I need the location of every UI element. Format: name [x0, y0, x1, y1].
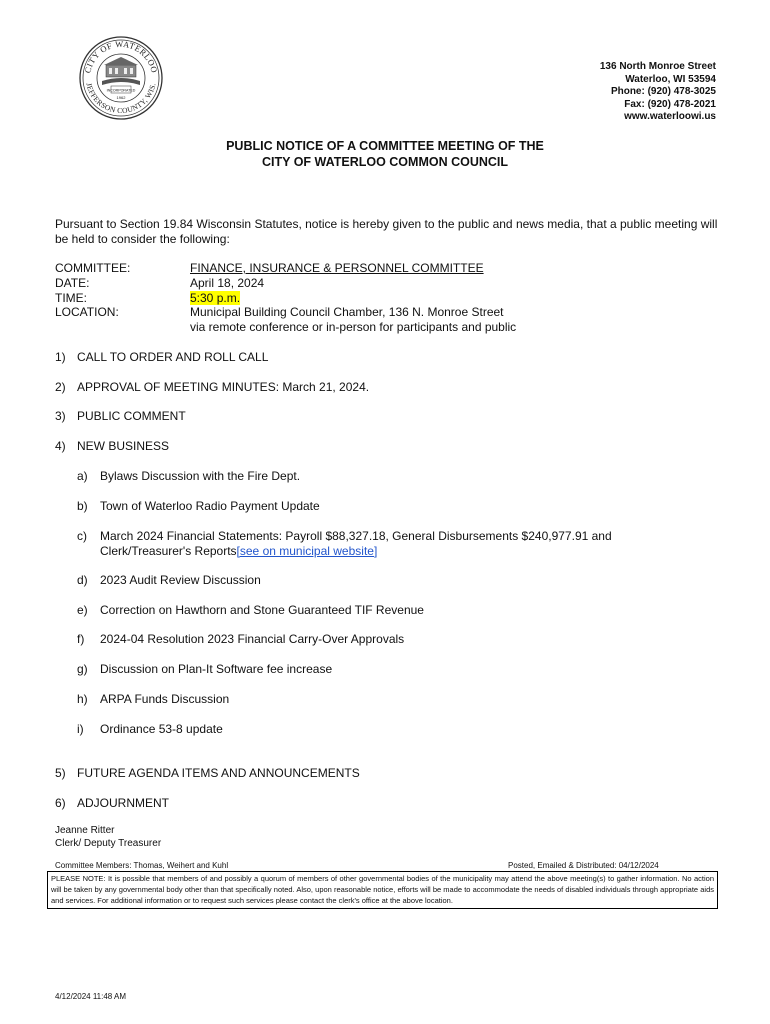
svg-text:JEFFERSON COUNTY, WIS.: JEFFERSON COUNTY, WIS. — [84, 82, 158, 116]
date-row — [55, 276, 516, 291]
address-phone: Phone: (920) 478-3025 — [610, 86, 716, 97]
posted-date: Posted, Emailed & Distributed: 04/12/2024 — [508, 861, 659, 870]
municipal-website-link[interactable]: [see on municipal website] — [236, 544, 378, 558]
agenda-sub-item: c) March 2024 Financial Statements: Payroll $88,327.18, General Disbursements $240,977.91 and Clerk/Treasurer's Reports[see on municipal website] — [77, 529, 612, 558]
address-website: www.waterloowi.us — [624, 111, 716, 122]
location-row — [55, 305, 516, 335]
title-line-1: PUBLIC NOTICE OF A COMMITTEE MEETING OF THE — [226, 139, 544, 153]
print-timestamp: 4/12/2024 11:48 AM — [55, 992, 127, 1001]
meeting-details — [55, 261, 516, 335]
committee-row — [55, 261, 516, 276]
agenda-sub-item: e) Correction on Hawthorn and Stone Guaranteed TIF Revenue — [77, 603, 424, 617]
time-label: TIME: — [55, 290, 87, 305]
agenda-sub-item: d) 2023 Audit Review Discussion — [77, 573, 261, 587]
signer-role: Clerk/ Deputy Treasurer — [55, 837, 162, 849]
svg-text:INCORPORATED: INCORPORATED — [106, 88, 136, 93]
date-label: DATE: — [55, 275, 90, 290]
time-value: 5:30 p.m. — [190, 290, 241, 305]
agenda-item: 5) FUTURE AGENDA ITEMS AND ANNOUNCEMENTS — [55, 766, 360, 780]
letterhead-address — [600, 61, 716, 124]
agenda-item: 4) NEW BUSINESS — [55, 439, 170, 453]
address-city: Waterloo, WI 53594 — [625, 73, 716, 85]
agenda-sub-item: h) ARPA Funds Discussion — [77, 692, 230, 706]
address-fax: Fax: (920) 478-2021 — [624, 98, 716, 110]
time-row — [55, 291, 516, 306]
location-label: LOCATION: — [55, 305, 119, 320]
agenda-sub-item: b) Town of Waterloo Radio Payment Update — [77, 499, 320, 513]
svg-text:CITY OF WATERLOO: CITY OF WATERLOO — [82, 38, 160, 75]
location-line-1: Municipal Building Council Chamber, 136 N. Monroe Street — [190, 305, 504, 320]
svg-text:1962: 1962 — [116, 95, 126, 100]
intro-paragraph: Pursuant to Section 19.84 Wisconsin Statutes, notice is hereby given to the public and news media, that a public meeting will be held to consider the following: — [55, 217, 718, 246]
committee-label: COMMITTEE: — [55, 261, 131, 275]
agenda-item: 1) CALL TO ORDER AND ROLL CALL — [55, 350, 269, 364]
signature-block — [55, 825, 161, 850]
notice-title — [0, 138, 770, 170]
agenda-item: 6) ADJOURNMENT — [55, 796, 169, 810]
date-value: April 18, 2024 — [190, 275, 265, 290]
committee-members: Committee Members: Thomas, Weihert and Kuhl — [55, 861, 229, 870]
accessibility-note: PLEASE NOTE: It is possible that members of and possibly a quorum of members of other governmental bodies of the municipality may attend the above meeting(s) to gather information. No action will be taken by any governmental body other than that specifically noted. Also, upon reasonable notice, efforts will be made to accommodate the needs of disabled individuals through appropriate aids and services. For additional information or to request such services please contact the clerk's office at the above location. — [47, 871, 718, 909]
signer-name: Jeanne Ritter — [55, 825, 115, 836]
address-street: 136 North Monroe Street — [599, 61, 716, 72]
agenda-item: 3) PUBLIC COMMENT — [55, 409, 186, 423]
agenda-sub-item: g) Discussion on Plan-It Software fee increase — [77, 662, 333, 676]
location-value — [190, 305, 516, 335]
committee-value: FINANCE, INSURANCE & PERSONNEL COMMITTEE — [190, 261, 484, 275]
city-seal-logo — [78, 35, 164, 121]
location-line-2: via remote conference or in-person for participants and public — [190, 320, 517, 335]
agenda-sub-item: a) Bylaws Discussion with the Fire Dept. — [77, 469, 301, 483]
agenda-sub-item: f) 2024-04 Resolution 2023 Financial Carry-Over Approvals — [77, 632, 405, 646]
title-line-2: CITY OF WATERLOO COMMON COUNCIL — [261, 155, 509, 169]
agenda-item: 2) APPROVAL OF MEETING MINUTES: March 21, 2024. — [55, 380, 370, 394]
agenda-sub-item: i) Ordinance 53-8 update — [77, 722, 223, 736]
